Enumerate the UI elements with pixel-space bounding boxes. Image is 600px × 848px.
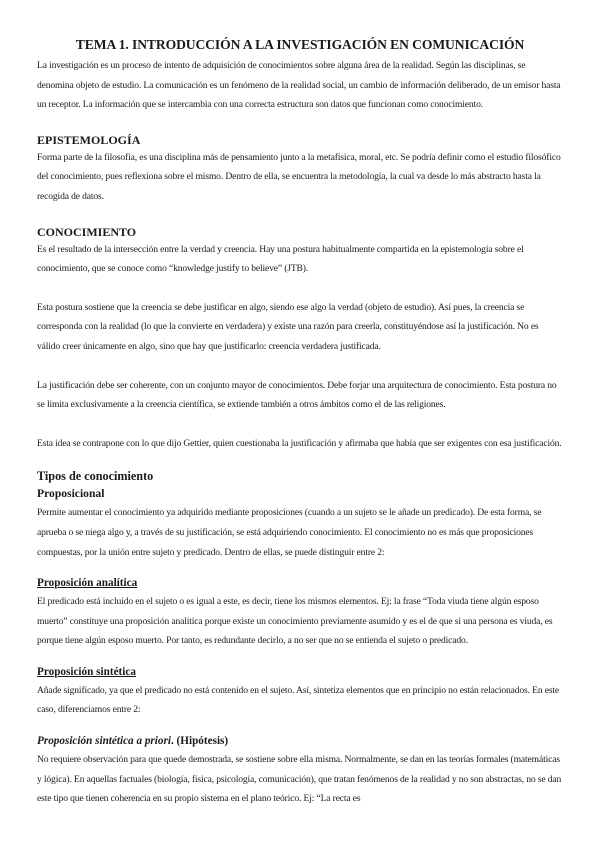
proposicional-heading: Proposicional [37,487,105,501]
sintetica-heading: Proposición sintética [37,665,136,678]
intro-paragraph: La investigación es un proceso de intento de adquisición de conocimientos sobre alguna área de la realidad. Según las disciplinas, se denomina objeto de estudio. La comunicación es un fenómeno de la realidad social, un cambio de información deliberado, de un emisor hasta un receptor. La información que se intercambia con una correcta estructura son datos que funcionan como conocimiento. [37,60,561,111]
proposicional-paragraph: Permite aumentar el conocimiento ya adquirido mediante proposiciones (cuando a un sujeto se le añade un predicado). De esta forma, se aprueba o se niega algo y, a través de su justificación, se está adquiriendo conocimiento. El conocimiento no es más que proposiciones compuestas, por la unión entre sujeto y predicado. Dentro de ellas, se puede distinguir entre 2: [37,507,542,558]
epistemologia-heading: EPISTEMOLOGÍA [37,132,141,147]
conocimiento-paragraph-2: Esta postura sostiene que la creencia se debe justificar en algo, siendo ese algo la verdad (objeto de estudio). Así pues, la creencia se corresponda con la realidad (lo que la convierte en verdadera) y existe una razón para creerla, constituyéndose así la justificación. No es válido creer únicamente en algo, sino que hay que justificarlo: creencia verdadera justificada. [37,301,539,352]
sintetica-paragraph: Añade significado, ya que el predicado no está contenido en el sujeto. Así, sintetiza elementos que en principio no están relacionados. En este caso, diferenciamos entre 2: [37,684,560,716]
conocimiento-paragraph-1: Es el resultado de la intersección entre la verdad y creencia. Hay una postura habitualmente compartida en la epistemología sobre el conocimiento, que se conoce como “knowledge justify to believe” (JTB). [37,243,524,275]
apriori-heading-italic: Proposición sintética a priori [37,735,171,748]
analitica-paragraph: El predicado está incluido en el sujeto o es igual a este, es decir, tiene los mismos elementos. Ej: la frase “Toda viuda tiene algún esposo muerto” constituye una proposición analítica porque existe un conocimiento previamente asumido y es el de que si una persona es viuda, es porque tiene algún esposo muerto. Por tanto, es redundante decirlo, a no ser que no se entienda el sujeto o predicado. [37,596,553,647]
conocimiento-paragraph-3: La justificación debe ser coherente, con un conjunto mayor de conocimientos. Debe forjar una arquitectura de conocimiento. Esta postura no se limita exclusivamente a la creencia científica, se extiende también a otros ámbitos como el de las religiones. [37,379,557,411]
conocimiento-paragraph-4: Esta idea se contrapone con lo que dijo Gettier, quien cuestionaba la justificación y afirmaba que había que ser exigentes con esa justificación. [37,437,562,449]
apriori-paragraph: No requiere observación para que quede demostrada, se sostiene sobre ella misma. Normalmente, se dan en las teorías formales (matemáticas y lógica). En aquellas factuales (biología, física, psicología, comunicación), que tratan fenómenos de la realidad y no son abstractas, no se dan este tipo que tienen coherencia en su propio sistema en el plano teórico. Ej: “La recta es [37,754,562,805]
apriori-heading [37,732,563,750]
analitica-heading: Proposición analítica [37,577,138,590]
page-title: TEMA 1. INTRODUCCIÓN A LA INVESTIGACIÓN EN COMUNICACIÓN [75,37,525,52]
apriori-heading-rest: . (Hipótesis) [170,735,229,748]
tipos-heading: Tipos de conocimiento [37,469,154,484]
conocimiento-heading: CONOCIMIENTO [37,224,137,239]
epistemologia-paragraph: Forma parte de la filosofía, es una disciplina más de pensamiento junto a la metafísica, moral, etc. Se podría definir como el estudio filosófico del conocimiento, pues reflexiona sobre el mismo. Dentro de ella, se encuentra la metodología, la cual va desde lo más abstracto hasta la recogida de datos. [37,151,561,202]
